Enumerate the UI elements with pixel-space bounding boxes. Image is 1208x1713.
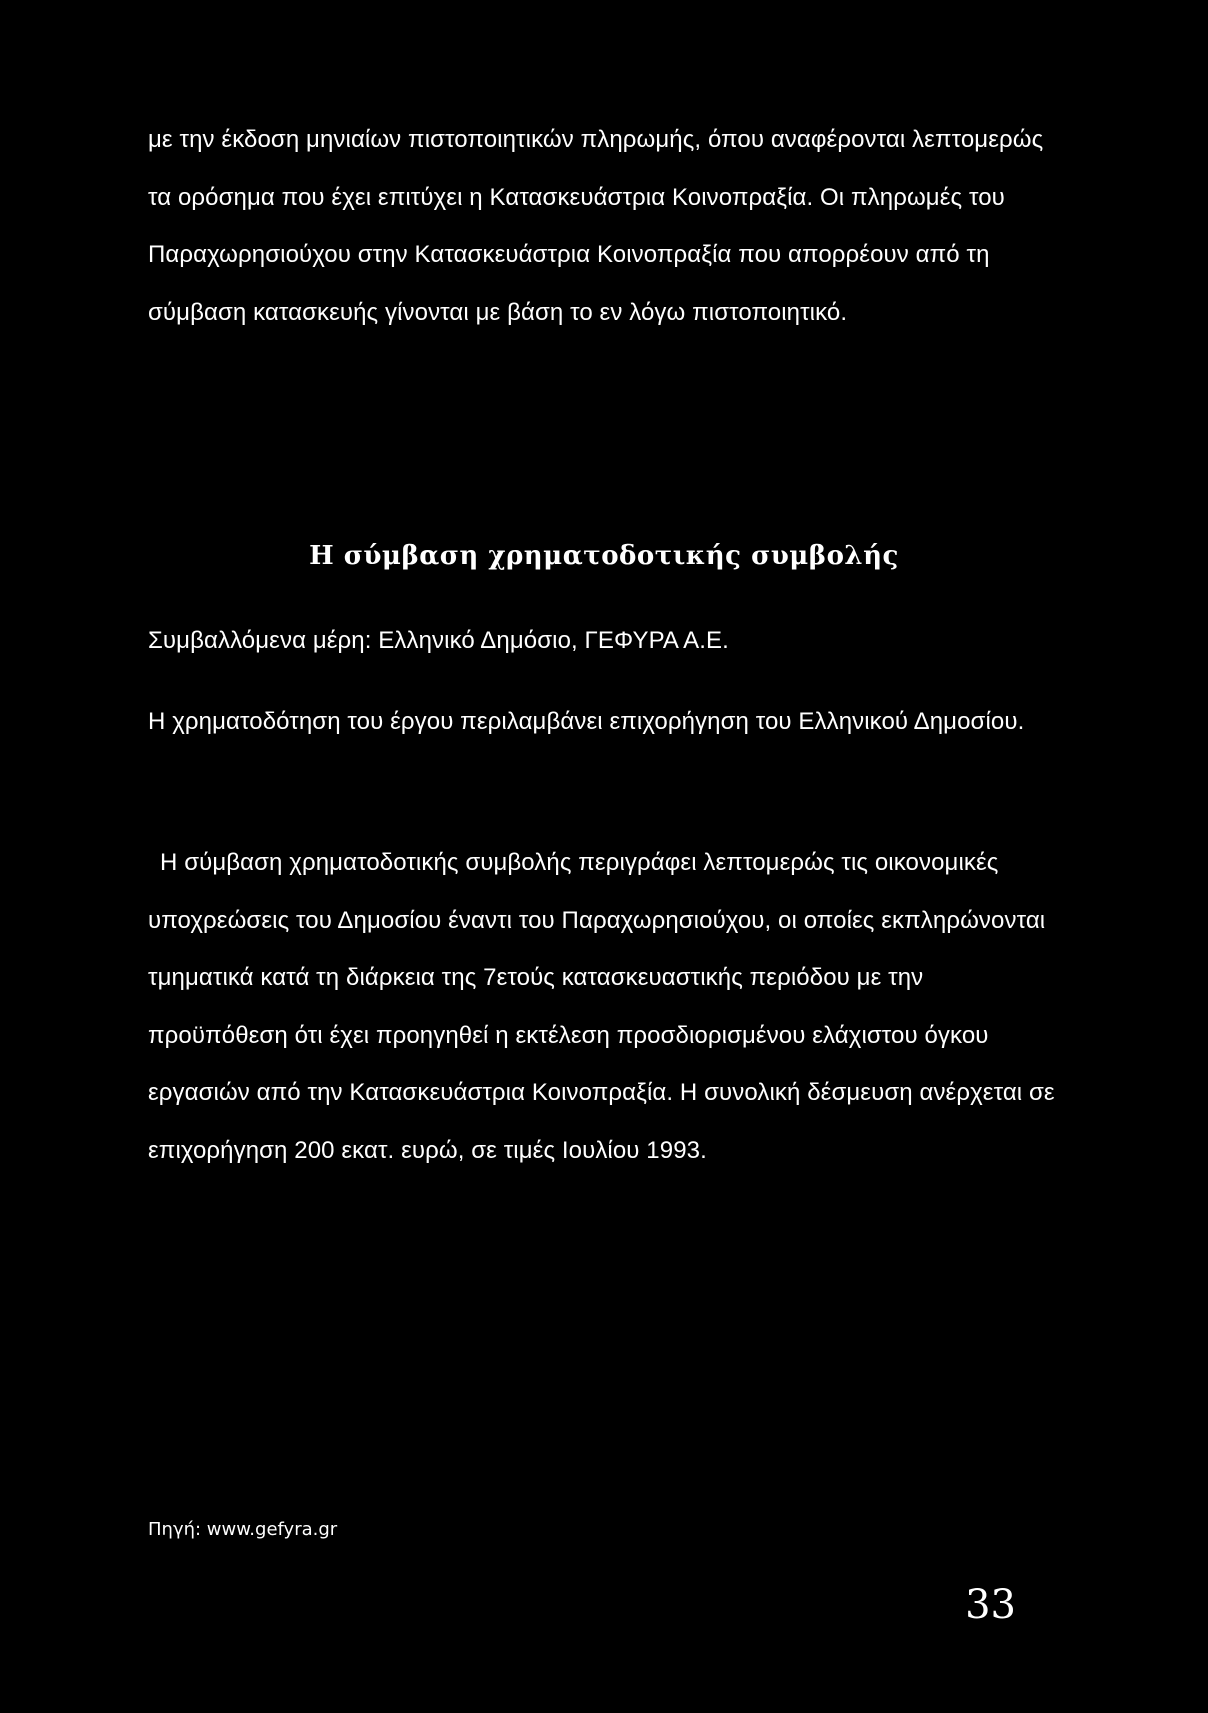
funding-line: Η χρηματοδότηση του έργου περιλαμβάνει επιχορήγηση του Ελληνικού Δημοσίου. xyxy=(148,708,1025,735)
paragraph-financial-obligations: Η σύμβαση χρηματοδοτικής συμβολής περιγράφει λεπτομερώς τις οικονομικές υποχρεώσεις του Δημοσίου έναντι του Παραχωρησιούχου, οι οποίες εκπληρώνονται τμηματικά κατά τη διάρκεια της 7ετούς κατασκευαστικής περιόδου με την προϋπόθεση ότι έχει προηγηθεί η εκτέλεση προσδιορισμένου ελάχιστου όγκου εργασιών από την Κατασκευάστρια Κοινοπραξία. Η συνολική δέσμευση ανέρχεται σε επιχορήγηση 200 εκατ. ευρώ, σε τιμές Ιουλίου 1993. xyxy=(148,849,1055,1164)
section-heading: Η σύμβαση χρηματοδοτικής συμβολής xyxy=(309,541,899,571)
page-number: 33 xyxy=(965,1582,1016,1628)
paragraph-payment-certificates: με την έκδοση μηνιαίων πιστοποιητικών πληρωμής, όπου αναφέρονται λεπτομερώς τα ορόσημα που έχει επιτύχει η Κατασκευάστρια Κοινοπραξία. Οι πληρωμές του Παραχωρησιούχου στην Κατασκευάστρια Κοινοπραξία που απορρέουν από τη σύμβαση κατασκευής γίνονται με βάση το εν λόγω πιστοποιητικό. xyxy=(148,126,1044,326)
source-note: Πηγή: www.gefyra.gr xyxy=(148,1519,338,1540)
parties-line: Συμβαλλόμενα μέρη: Ελληνικό Δημόσιο, ΓΕΦΥΡΑ Α.Ε. xyxy=(148,627,729,654)
